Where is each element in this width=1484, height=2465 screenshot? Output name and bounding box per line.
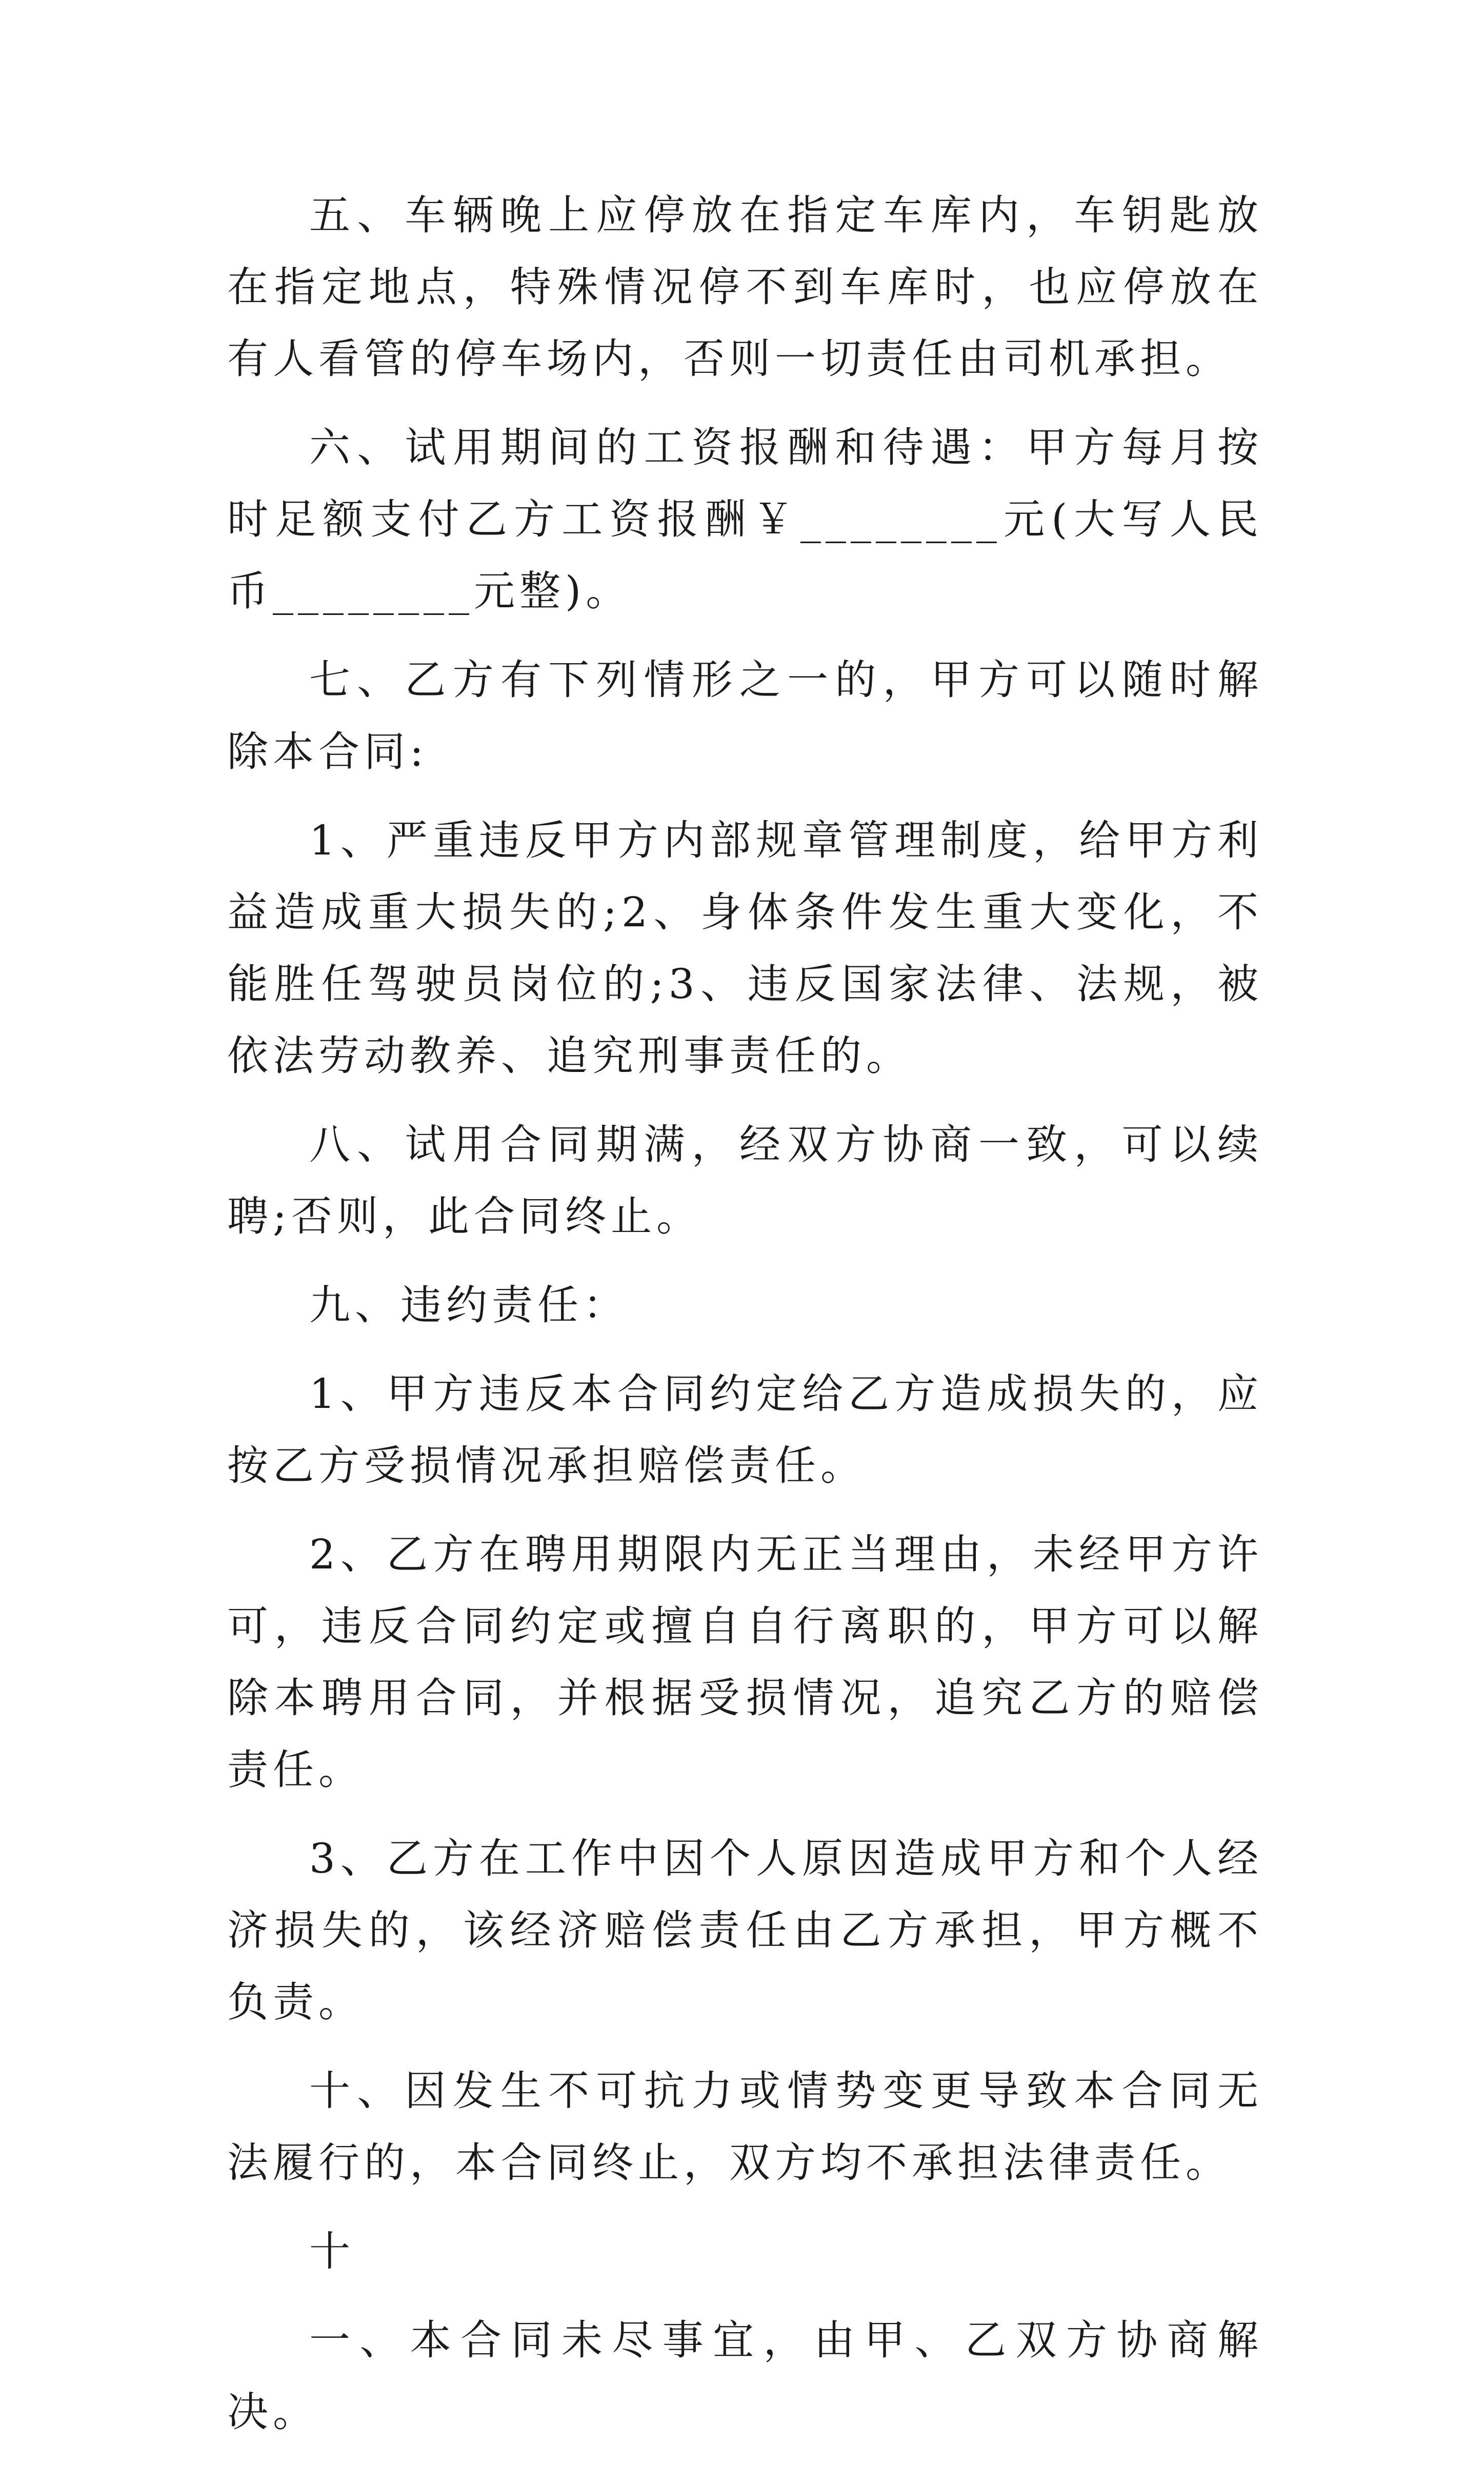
clause-9-item-3: 3、乙方在工作中因个人原因造成甲方和个人经济损失的，该经济赔偿责任由乙方承担，甲方概不负责。 <box>227 1835 1263 2026</box>
clause-8-paragraph: 八、试用合同期满，经双方协商一致，可以续聘;否则，此合同终止。 <box>227 1121 1263 1240</box>
clause-11-paragraph: 一、本合同未尽事宜，由甲、乙双方协商解决。 <box>227 2316 1263 2436</box>
clause-9-heading: 九、违约责任： <box>309 1281 629 1329</box>
clause-9-item-2: 2、乙方在聘用期限内无正当理由，未经甲方许可，违反合同约定或擅自自行离职的，甲方可以解除本聘用合同，并根据受损情况，追究乙方的赔偿责任。 <box>227 1530 1263 1794</box>
clause-9-item-1: 1、甲方违反本合同约定给乙方造成损失的，应按乙方受损情况承担赔偿责任。 <box>227 1370 1263 1489</box>
clause-10-paragraph: 十、因发生不可抗力或情势变更导致本合同无法履行的，本合同终止，双方均不承担法律责任。 <box>227 2067 1263 2186</box>
clause-11-number: 十 <box>309 2228 355 2275</box>
contract-body <box>227 180 1263 2465</box>
clause-7-items-paragraph: 1、严重违反甲方内部规章管理制度，给甲方利益造成重大损失的;2、身体条件发生重大变化，不能胜任驾驶员岗位的;3、违反国家法律、法规，被依法劳动教养、追究刑事责任的。 <box>227 817 1263 1080</box>
clause-6-paragraph: 六、试用期间的工资报酬和待遇：甲方每月按时足额支付乙方工资报酬￥________元(大写人民币________元整)。 <box>227 424 1263 615</box>
clause-5-paragraph: 五、车辆晚上应停放在指定车库内，车钥匙放在指定地点，特殊情况停不到车库时，也应停放在有人看管的停车场内，否则一切责任由司机承担。 <box>227 191 1263 383</box>
clause-7-paragraph: 七、乙方有下列情形之一的，甲方可以随时解除本合同: <box>227 656 1263 776</box>
